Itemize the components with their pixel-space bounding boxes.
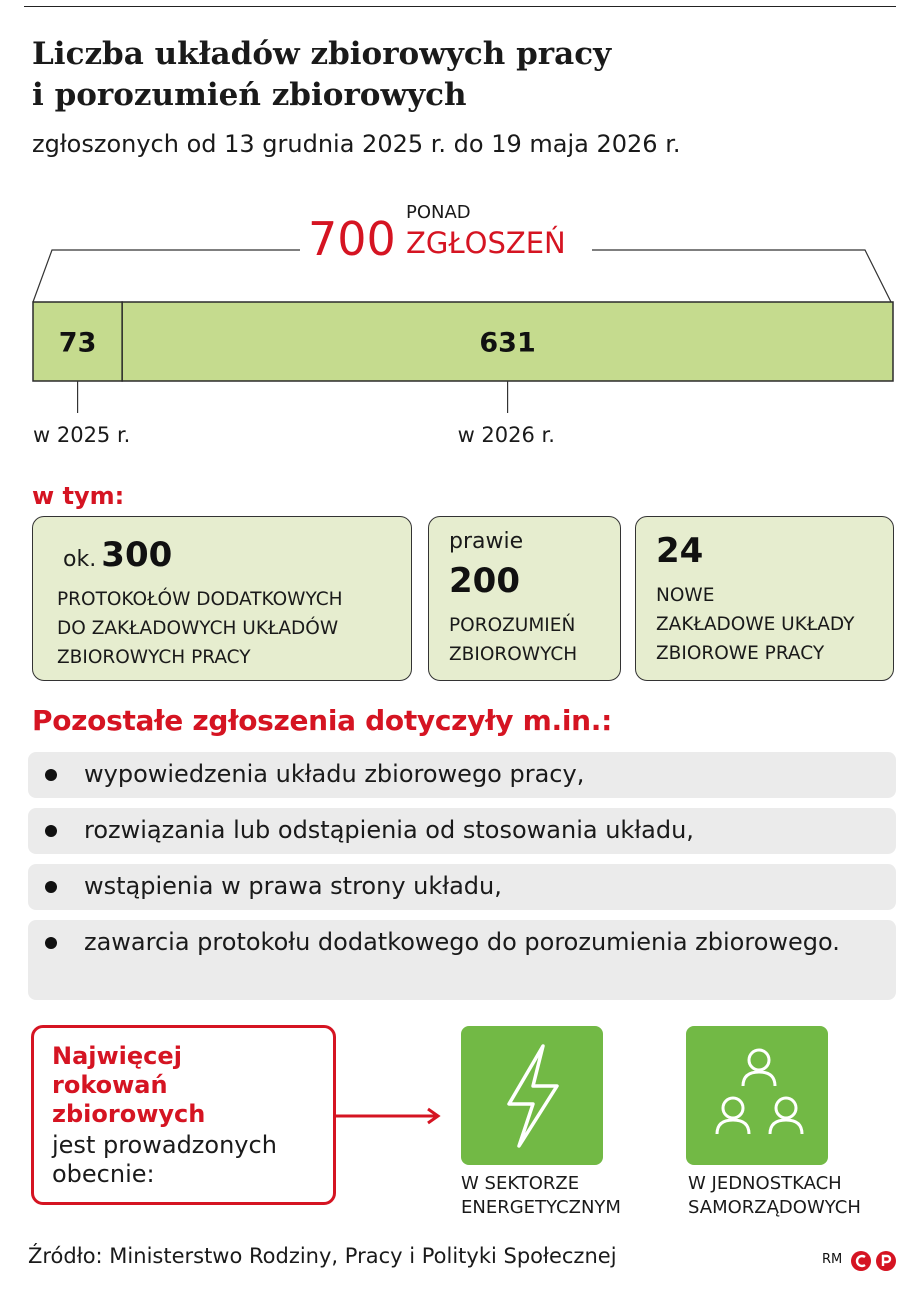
card-agreements	[428, 516, 621, 681]
subtitle: zgłoszonych od 13 grudnia 2025 r. do 19 maja 2026 r.	[32, 130, 681, 158]
bullet-icon	[45, 769, 57, 781]
others-heading: Pozostałe zgłoszenia dotyczyły m.in.:	[32, 704, 612, 737]
sector-energy-box	[461, 1026, 603, 1165]
list-item: zawarcia protokołu dodatkowego do porozumienia zbiorowego.	[28, 920, 896, 1000]
list-item: rozwiązania lub odstąpienia od stosowania układu,	[28, 808, 896, 854]
pap-logo-icon	[850, 1249, 900, 1273]
bar-category-label-1: w 2026 r.	[457, 423, 555, 447]
people-group-icon	[686, 1026, 828, 1165]
callout-normal-1: jest prowadzonych	[52, 1131, 277, 1159]
total-bracket-left	[33, 250, 300, 302]
card-agreements-desc-1: POROZUMIEŃ	[449, 615, 576, 636]
bar-value-label-1: 631	[479, 327, 536, 359]
callout-bold-2: rokowań	[52, 1071, 168, 1099]
author-credit: RM	[822, 1252, 843, 1267]
bullet-icon	[45, 881, 57, 893]
card-protocols-desc-2: DO ZAKŁADOWYCH UKŁADÓW	[57, 618, 339, 639]
card-protocols	[32, 516, 412, 681]
card-protocols-prefix: ok.	[63, 547, 97, 572]
source-note: Źródło: Ministerstwo Rodziny, Pracy i Polityki Społecznej	[28, 1244, 617, 1268]
total-bracket-right	[592, 250, 891, 302]
list-item: wypowiedzenia układu zbiorowego pracy,	[28, 752, 896, 798]
total-word: ZGŁOSZEŃ	[406, 226, 566, 260]
card-new-agreements-value: 24	[656, 531, 704, 571]
sector-local-gov-label: W JEDNOSTKACH SAMORZĄDOWYCH	[688, 1173, 861, 1218]
callout-box	[31, 1025, 336, 1205]
breakdown-label: w tym:	[32, 482, 125, 510]
title-line-1: Liczba układów zbiorowych pracy	[32, 36, 612, 72]
arrow-right-icon	[334, 1106, 444, 1126]
card-new-agreements	[635, 516, 894, 681]
stacked-bar-chart	[0, 0, 914, 460]
bullet-icon	[45, 937, 57, 949]
lightning-icon	[461, 1026, 603, 1165]
total-value: 700	[308, 212, 396, 266]
card-new-agreements-desc-3: ZBIOROWE PRACY	[656, 643, 825, 664]
card-agreements-desc-2: ZBIOROWYCH	[449, 644, 578, 665]
card-new-agreements-desc-1: NOWE	[656, 585, 715, 606]
callout-bold-1: Najwięcej	[52, 1042, 182, 1070]
bar-value-label-0: 73	[58, 327, 97, 359]
card-agreements-prefix: prawie	[449, 529, 524, 554]
card-new-agreements-desc-2: ZAKŁADOWE UKŁADY	[656, 614, 855, 635]
card-protocols-desc-3: ZBIOROWYCH PRACY	[57, 647, 251, 668]
card-agreements-value: 200	[449, 561, 520, 601]
card-protocols-desc-1: PROTOKOŁÓW DODATKOWYCH	[57, 589, 343, 610]
bar-category-label-0: w 2025 r.	[33, 423, 131, 447]
list-item: wstąpienia w prawa strony układu,	[28, 864, 896, 910]
sector-local-gov-box	[686, 1026, 828, 1165]
total-prefix: PONAD	[406, 202, 471, 223]
sector-energy-label: W SEKTORZE ENERGETYCZNYM	[461, 1173, 621, 1218]
card-protocols-value: 300	[101, 535, 173, 575]
callout-bold-3: zbiorowych	[52, 1100, 206, 1128]
bullet-icon	[45, 825, 57, 837]
callout-normal-2: obecnie:	[52, 1160, 155, 1188]
title-line-2: i porozumień zbiorowych	[32, 77, 467, 113]
